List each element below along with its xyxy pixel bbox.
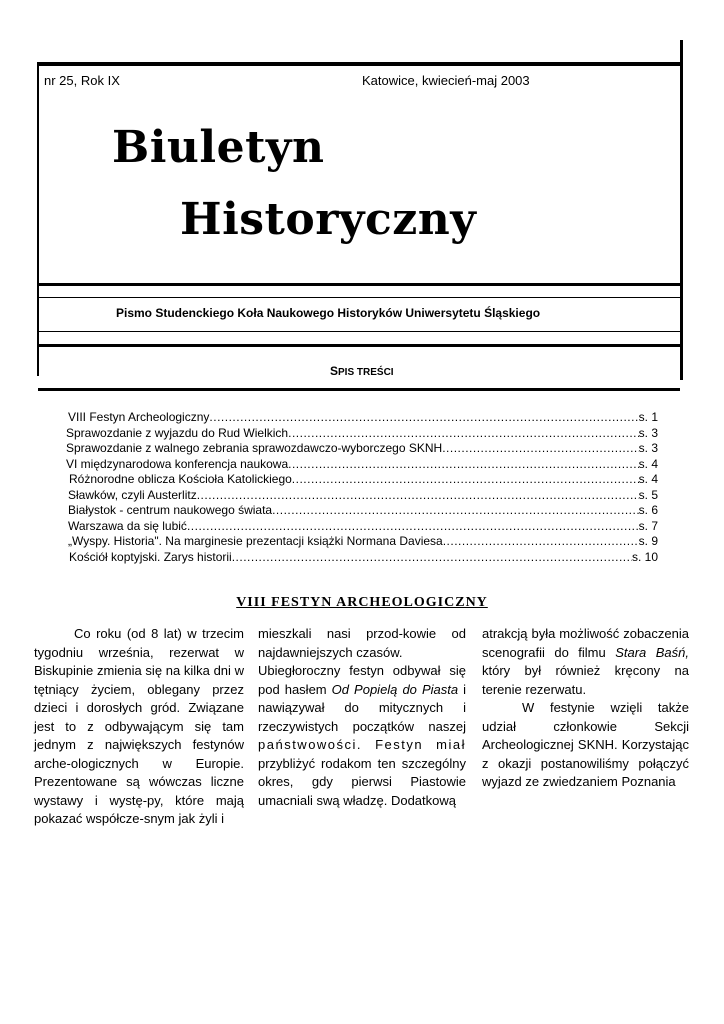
toc-heading-rest: PIS TREŚCI [338, 367, 394, 378]
masthead-bottom-rule [38, 283, 680, 286]
toc-leader [272, 503, 639, 519]
article-paragraph: W festynie wzięli także udział członkowie Sekcji Archeologicznej SKNH. Korzystając z okazji postanowiliśmy połączyć wyjazd ze zwiedzaniem Poznania [482, 700, 689, 789]
article-text: i nawiązywał do mitycznych i rzeczywistych początków naszej [258, 681, 466, 734]
top-rule [38, 62, 680, 66]
toc-row [66, 410, 658, 426]
toc-leader [288, 426, 639, 442]
toc-leader [443, 534, 639, 550]
article-paragraph: mieszkali nasi przod-kowie od najdawniejszych czasów. [258, 626, 466, 660]
title-line-2: Historyczny [180, 194, 477, 245]
toc-entry-label: VI międzynarodowa konferencja naukowa [66, 456, 289, 471]
toc-leader [197, 488, 639, 504]
article-title-text: VIII FESTYN ARCHEOLOGICZNY [236, 595, 488, 610]
article-text: atrakcją była możliwość zobaczenia scenografii do filmu [482, 626, 689, 660]
subtitle: Pismo Studenckiego Koła Naukowego Historyków Uniwersytetu Śląskiego [116, 306, 541, 320]
toc-row [66, 441, 658, 457]
toc-entry-label: Sprawozdanie z wyjazdu do Rud Wielkich [66, 425, 289, 440]
toc-leader [442, 441, 638, 457]
toc-row [66, 519, 658, 535]
article-text: przybliżyć rodakom ten szczególny okres, gdy pierwsi Piastowie umacniali swą władzę. Dodatkową [258, 755, 466, 808]
toc-entry-label: Sławków, czyli Austerlitz [68, 487, 197, 502]
toc-entry-page: s. 9 [638, 534, 658, 548]
article-title [0, 595, 724, 611]
toc-entry-label: Białystok - centrum naukowego świata [68, 503, 273, 517]
right-rule [680, 40, 683, 380]
toc-leader [292, 472, 639, 488]
article-paragraph [258, 662, 466, 810]
toc-row [66, 488, 658, 504]
article-column-3 [482, 625, 689, 792]
toc-leader [288, 457, 639, 473]
toc-entry-page: s. 4 [638, 472, 658, 486]
toc-entry-label: „Wyspy. Historia". Na marginesie prezentacji książki Normana Daviesa [68, 534, 443, 548]
toc-entry-page: s. 4 [638, 456, 658, 471]
toc-heading [330, 364, 394, 378]
toc-bottom-rule [38, 388, 680, 391]
toc-entry-page: s. 5 [638, 487, 658, 502]
article-italic-text: Stara Baśń, [615, 644, 689, 660]
article-paragraph [482, 625, 689, 699]
toc-entry-page: s. 3 [638, 441, 658, 455]
table-of-contents [66, 410, 658, 565]
toc-row [66, 550, 658, 566]
toc-row [66, 534, 658, 550]
toc-entry-page: s. 7 [638, 518, 658, 533]
toc-entry-label: Sprawozdanie z walnego zebrania sprawozdawczo-wyborczego SKNH [66, 441, 443, 455]
toc-row [66, 457, 658, 473]
toc-entry-page: s. 1 [638, 410, 658, 424]
toc-row [66, 472, 658, 488]
toc-row [66, 503, 658, 519]
toc-entry-label: Różnorodne oblicza Kościoła Katolickiego [69, 472, 292, 486]
title-line-1: Biuletyn [112, 122, 325, 173]
toc-entry-page: s. 10 [631, 549, 658, 564]
toc-leader [209, 410, 638, 426]
subtitle-top-rule [38, 297, 680, 298]
article-column-2 [258, 625, 466, 810]
toc-entry-page: s. 3 [638, 425, 658, 440]
toc-entry-label: VIII Festyn Archeologiczny [68, 410, 210, 424]
toc-top-rule [38, 344, 680, 347]
toc-row [66, 426, 658, 442]
toc-leader [187, 519, 639, 535]
article-text: państwowości. Festyn miał [258, 737, 466, 752]
toc-heading-initial: S [330, 364, 339, 378]
dateline: Katowice, kwiecień-maj 2003 [362, 73, 530, 88]
toc-entry-label: Kościół koptyjski. Zarys historii [69, 549, 232, 564]
article-text: który był również kręcony na terenie rezerwatu. [482, 663, 689, 697]
article-italic-text: Od Popielą do Piasta [331, 681, 459, 697]
toc-entry-label: Warszawa da się lubić [68, 518, 187, 533]
article-text: Ubiegłoroczny festyn odbywał się pod hasłem [258, 663, 466, 697]
article-paragraph: Co roku (od 8 lat) w trzecim tygodniu września, rezerwat w Biskupinie zmienia się na kilka dni w tętniący życiem, oblegany przez dzieci i dorosłych gród. Związane jest to z odbywającym się tam jednym z największych festynów arche-ologicznych w Europie. Prezentowane są wówczas liczne wystawy i wystę-py, które mają pokazać współcze-snym jak żyli i [34, 626, 244, 826]
toc-leader [232, 550, 632, 566]
article-column-1 [34, 625, 244, 829]
left-rule [37, 62, 39, 376]
subtitle-bottom-rule [38, 331, 680, 332]
toc-entry-page: s. 6 [638, 503, 658, 517]
issue-number: nr 25, Rok IX [44, 73, 120, 88]
